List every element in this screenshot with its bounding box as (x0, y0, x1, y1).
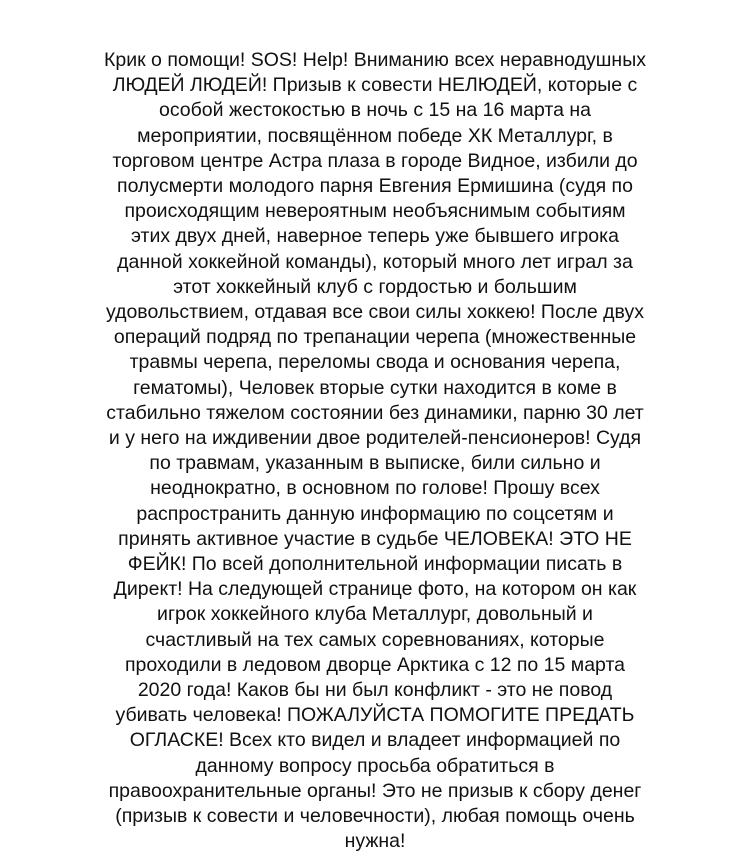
text-line-4: мероприятии, посвящённом победе ХК Металлург, в (137, 124, 613, 147)
text-line-19: распространить данную информацию по соцсетям и (136, 502, 614, 525)
text-line-12: операций подряд по трепанации черепа (множественные (113, 326, 637, 349)
text-line-8: этих двух дней, наверное теперь уже бывшего игрока (131, 225, 619, 248)
text-line-25: проходили в ледовом дворце Арктика с 12 по 15 марта (124, 653, 626, 676)
text-line-31: (призыв к совести и человечности), любая помощь очень (115, 805, 635, 828)
text-line-5: торговом центре Астра плаза в городе Видное, избили до (112, 149, 638, 172)
text-line-23: игрок хоккейного клуба Металлург, довольный и (157, 603, 593, 626)
text-line-11: удовольствием, отдавая все свои силы хоккею! После двух (105, 301, 644, 324)
text-line-10: этот хоккейный клуб с гордостью и большим (173, 275, 577, 298)
text-line-1: Крик о помощи! SOS! Help! Вниманию всех неравнодушных (104, 49, 646, 71)
text-line-6: полусмерти молодого парня Евгения Ермишина (судя по (117, 175, 633, 198)
text-line-24: счастливый на тех самых соревнованиях, которые (145, 628, 605, 651)
appeal-text (40, 48, 710, 855)
text-line-13: травмы черепа, переломы свода и основания черепа, (129, 351, 621, 374)
text-line-22: Директ! На следующей странице фото, на котором он как (113, 578, 637, 601)
text-line-3: особой жестокостью в ночь с 15 на 16 марта на (158, 99, 592, 122)
text-line-21: ФЕЙК! По всей дополнительной информации писать в (127, 553, 623, 576)
text-line-28: ОГЛАСКЕ! Всех кто видел и владеет информацией по (129, 729, 621, 752)
text-line-30: правоохранительные органы! Это не призыв к сбору денег (108, 779, 642, 802)
text-line-20: принять активное участие в судьбе ЧЕЛОВЕКА! ЭТО НЕ (118, 527, 632, 550)
text-line-2: ЛЮДЕЙ ЛЮДЕЙ! Призыв к совести НЕЛЮДЕЙ, которые с (112, 74, 638, 97)
text-line-14: гематомы), Человек вторые сутки находится в коме в (133, 376, 617, 399)
text-line-7: происходящим невероятным необъяснимым событиям (124, 200, 626, 223)
text-line-18: неоднократно, в основном по голове! Прошу всех (150, 477, 600, 500)
text-line-27: убивать человека! ПОЖАЛУЙСТА ПОМОГИТЕ ПРЕДАТЬ (115, 704, 635, 727)
text-line-16: и у него на иждивении двое родителей-пенсионеров! Судя (108, 427, 642, 450)
text-line-15: стабильно тяжелом состоянии без динамики, парню 30 лет (106, 401, 644, 424)
text-line-17: по травмам, указанным в выписке, били сильно и (149, 452, 601, 475)
text-line-29: данному вопросу просьба обратиться в (195, 754, 555, 777)
text-line-9: данной хоккейной команды), который много лет играл за (117, 250, 633, 273)
text-line-32: нужна! (344, 830, 406, 853)
text-line-26: 2020 года! Каков бы ни был конфликт - это не повод (137, 679, 613, 702)
